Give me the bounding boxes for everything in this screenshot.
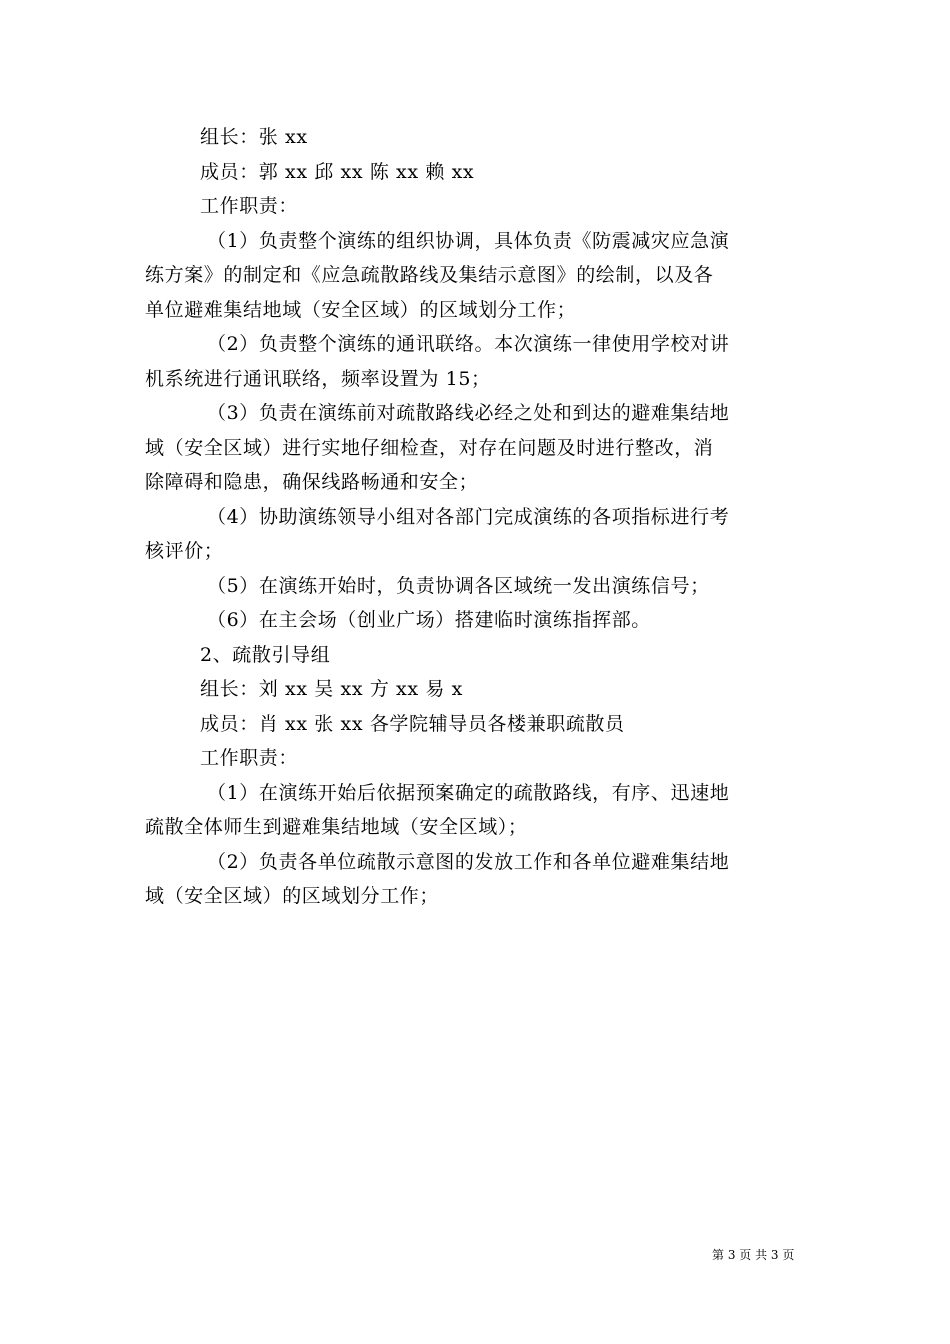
text-line: 除障碍和隐患，确保线路畅通和安全；: [145, 471, 479, 493]
text-line: 域（安全区域）进行实地仔细检查，对存在问题及时进行整改，消: [145, 436, 714, 459]
text-line: （6）在主会场（创业广场）搭建临时演练指挥部。: [207, 609, 651, 631]
text-line: 工作职责：: [200, 747, 299, 769]
page-number: 第 3 页 共 3 页: [712, 1248, 795, 1262]
document-body: [145, 120, 807, 914]
text-line: （5）在演练开始时，负责协调各区域统一发出演练信号；: [207, 574, 710, 597]
text-line: （2）负责各单位疏散示意图的发放工作和各单位避难集结地: [207, 850, 730, 873]
text-line: （4）协助演练领导小组对各部门完成演练的各项指标进行考: [207, 505, 730, 528]
text-line: （3）负责在演练前对疏散路线必经之处和到达的避难集结地: [207, 402, 730, 424]
text-line: 机系统进行通讯联络，频率设置为 15；: [145, 367, 491, 390]
text-line: 成员：郭 xx 邱 xx 陈 xx 赖 xx: [200, 160, 475, 183]
text-line: 组长：张 xx: [200, 126, 308, 148]
text-line: 工作职责：: [200, 195, 299, 217]
text-line: 成员：肖 xx 张 xx 各学院辅导员各楼兼职疏散员: [200, 712, 625, 735]
text-line: 核评价；: [145, 540, 224, 562]
text-line: 2、疏散引导组: [200, 643, 331, 666]
text-line: 疏散全体师生到避难集结地域（安全区域）；: [145, 816, 528, 838]
text-line: 单位避难集结地域（安全区域）的区域划分工作；: [145, 298, 577, 321]
text-line: 域（安全区域）的区域划分工作；: [145, 885, 440, 907]
text-line: （1）在演练开始后依据预案确定的疏散路线，有序、迅速地: [207, 781, 730, 804]
text-line: 练方案》的制定和《应急疏散路线及集结示意图》的绘制，以及各: [145, 264, 714, 286]
text-line: （1）负责整个演练的组织协调，具体负责《防震减灾应急演: [207, 229, 730, 252]
text-line: 组长：刘 xx 吴 xx 方 xx 易 x: [200, 678, 463, 700]
text-line: （2）负责整个演练的通讯联络。本次演练一律使用学校对讲: [207, 333, 730, 355]
